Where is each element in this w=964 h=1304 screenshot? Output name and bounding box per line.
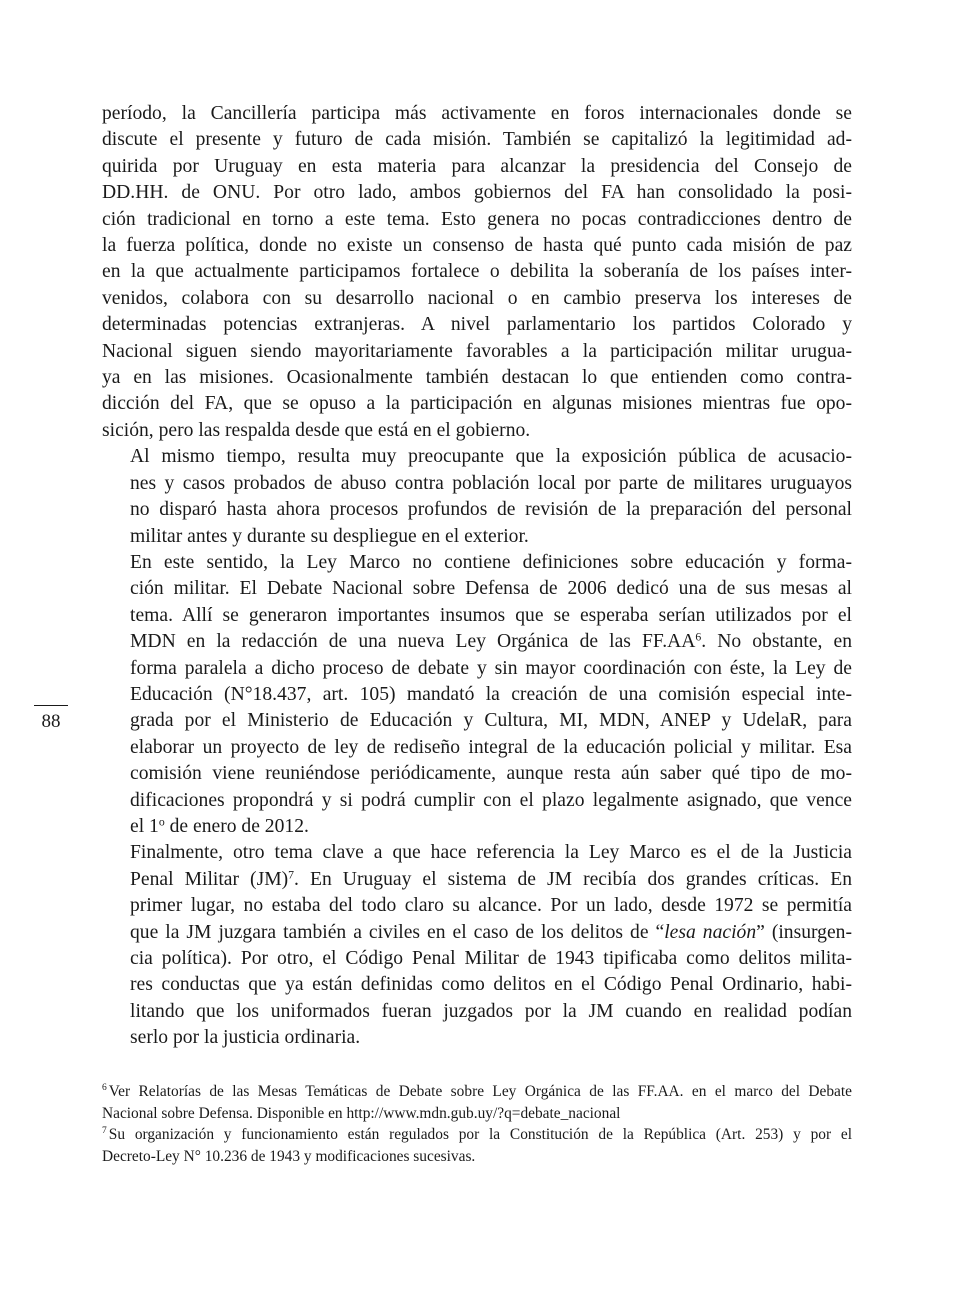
text-line: Finalmente, otro tema clave a que hace referencia la Ley Marco es el de la Justicia	[130, 842, 852, 864]
text-line: Educación (N°18.437, art. 105) mandató la creación de una comisión especial inte-	[130, 683, 852, 705]
footnote-ref: 6	[695, 630, 702, 644]
text-line: período, la Cancillería participa más activamente en foros internacionales donde se	[102, 103, 852, 124]
footnote-line: $^7$ Su organización y funcionamiento están regulados por la Constitución de la República (Art. 253) y por el	[102, 1125, 852, 1144]
footnote-line: Decreto-Ley N° 10.236 de 1943 y modificaciones sucesivas.	[102, 1147, 476, 1165]
text-line: quirida por Uruguay en esta materia para alcanzar la presidencia del Consejo de	[102, 155, 852, 177]
text-line: determinadas potencias extranjeras. A nivel parlamentario los partidos Colorado y	[102, 314, 852, 336]
text-line: MDN en la redacción de una nueva Ley Orgánica de las $FF.AA^6$. No obstante, en	[130, 630, 852, 653]
text-line: que la JM juzgara también a civiles en el caso de los delitos de “lesa nación” (insurgen-	[130, 921, 852, 943]
text-line: comisión viene reuniéndose periódicamente, aunque resta aún saber qué tipo de mo-	[130, 763, 852, 785]
text-line: la fuerza política, donde no existe un consenso de hasta qué punto cada misión de paz	[102, 235, 852, 257]
text-line: militar antes y durante su despliegue en el exterior.	[130, 525, 529, 547]
body-text	[102, 101, 852, 1052]
footnote-ref: 7	[288, 868, 295, 882]
text-line: venidos, colabora con su desarrollo nacional o en cambio preserva los intereses de	[102, 287, 852, 309]
text-line: Penal Militar (JM)$^7$. En Uruguay el sistema de JM recibía dos grandes críticas. En	[130, 868, 852, 890]
text-line: cia política). Por otro, el Código Penal Militar de 1943 tipificaba como delitos milita-	[130, 948, 852, 969]
page-number-rule	[34, 705, 68, 706]
text-line: Al mismo tiempo, resulta muy preocupante que la exposición pública de acusacio-	[130, 446, 852, 468]
footnote-mark: 7	[102, 1125, 107, 1137]
footnote	[102, 1081, 852, 1124]
text-line: dificaciones propondrá y si podrá cumplir con el plazo legalmente asignado, que vence	[130, 789, 852, 811]
paragraph	[102, 840, 852, 1051]
footnote-line: Nacional sobre Defensa. Disponible en http://www.mdn.gub.uy/?q=debate_nacional	[102, 1104, 621, 1122]
text-line: tema. Allí se generaron importantes insumos que se esperaba serían utilizados por el	[130, 604, 852, 626]
footnote-mark: 6	[102, 1082, 107, 1094]
text-line: grada por el Ministerio de Educación y Cultura, MI, MDN, ANEP y UdelaR, para	[130, 710, 852, 732]
text-line: discute el presente y futuro de cada misión. También se capitalizó la legitimidad ad-	[102, 129, 852, 151]
paragraph	[102, 101, 852, 444]
text-line: litando que los uniformados fueran juzgados por la JM cuando en realidad podían	[130, 1000, 852, 1022]
paragraph	[102, 550, 852, 840]
footnote	[102, 1124, 852, 1167]
footnotes	[102, 1081, 852, 1167]
text-line: no disparó hasta ahora procesos profundos de revisión de la preparación del personal	[130, 499, 852, 521]
text-line: ción militar. El Debate Nacional sobre Defensa de 2006 dedicó una de sus mesas al	[130, 578, 852, 600]
text-line: ya en las misiones. Ocasionalmente también destacan lo que entienden como contra-	[102, 367, 852, 389]
text-line: forma paralela a dicho proceso de debate y sin mayor coordinación con éste, la Ley de	[130, 657, 852, 679]
text-line: res conductas que ya están definidas como delitos en el Código Penal Ordinario, habi-	[130, 974, 852, 996]
text-line: Nacional siguen siendo mayoritariamente favorables a la participación militar urugua-	[102, 340, 852, 362]
text-line: en la que actualmente participamos fortalece o debilita la soberanía de los países inter-	[102, 261, 852, 283]
text-line: el 1$^o$ de enero de 2012.	[130, 815, 309, 837]
footnote-ref: o	[158, 815, 165, 829]
text-line: elaborar un proyecto de ley de rediseño integral de la educación policial y militar. Esa	[130, 736, 852, 758]
italic-term: lesa nación	[664, 921, 757, 943]
text-line: nes y casos probados de abuso contra población local por parte de militares uruguayos	[130, 472, 852, 494]
text-line: dicción del FA, que se opuso a la participación en algunas misiones mientras fue opo-	[102, 393, 852, 415]
text-line: serlo por la justicia ordinaria.	[130, 1027, 361, 1049]
page-number: 88	[41, 711, 61, 732]
footnote-line: $^6$ Ver Relatorías de las Mesas Temáticas de Debate sobre Ley Orgánica de las FF.AA. en el marco del Debate	[102, 1082, 852, 1100]
paragraph	[102, 444, 852, 550]
text-line: sición, pero las respalda desde que está en el gobierno.	[102, 419, 531, 441]
text-line: ción tradicional en torno a este tema. Esto genera no pocas contradicciones dentro de	[102, 208, 852, 230]
text-line: DD.HH. de ONU. Por otro lado, ambos gobiernos del FA han consolidado la posi-	[102, 182, 852, 204]
text-line: primer lugar, no estaba del todo claro su alcance. Por un lado, desde 1972 se permitía	[130, 895, 852, 917]
text-line: En este sentido, la Ley Marco no contiene definiciones sobre educación y forma-	[130, 551, 852, 573]
